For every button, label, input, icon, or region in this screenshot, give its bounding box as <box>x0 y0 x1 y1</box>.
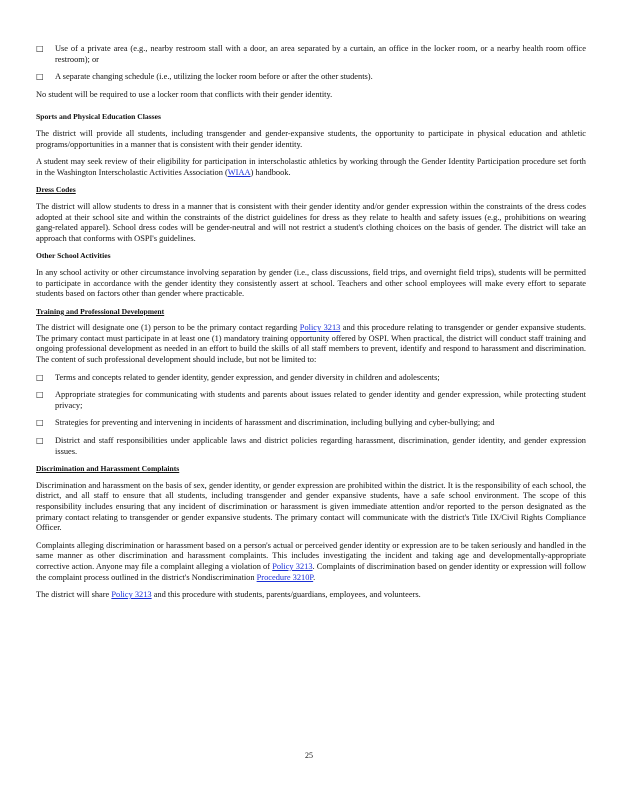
list-item <box>36 390 586 411</box>
policy-3213-link[interactable]: Policy 3213 <box>272 561 313 571</box>
other-activities-paragraph: In any school activity or other circumstance involving separation by gender (i.e., class discussions, field trips, and overnight field trips), students will be permitted to participate in accordance with the gender identity they consistently assert at school. Teachers and other school employees will make every effort to separate students based on factors other than gender where practicable. <box>36 267 586 299</box>
bullet-icon: □ <box>36 72 44 82</box>
list-item-text: Terms and concepts related to gender identity, gender expression, and gender diversity in children and adolescents; <box>55 372 440 382</box>
sports-heading: Sports and Physical Education Classes <box>36 112 161 122</box>
sports-eligibility-paragraph: A student may seek review of their eligibility for participation in interscholastic athletics by working through the Gender Identity Participation procedure set forth in the Washington Interscholastic Activities Association (WIAA) handbook. <box>36 157 586 177</box>
complaints-paragraph: Complaints alleging discrimination or harassment based on a person's actual or perceived gender identity or expression are to be taken seriously and handled in the same manner as other discrimination and harassment complaints. This includes investigating the incident and taking age and developmentally-appropriate corrective action. Anyone may file a complaint alleging a violation of Policy 3213. Complaints of discrimination based on gender identity or expression will follow the complaint process outlined in the district's Nondiscrimination Procedure 3210P. <box>36 540 586 582</box>
policy-3213-link[interactable]: Policy 3213 <box>111 590 152 600</box>
procedure-3210p-link[interactable]: Procedure 3210P <box>256 572 314 582</box>
policy-3213-link[interactable]: Policy 3213 <box>299 323 341 333</box>
list-item <box>36 373 586 384</box>
list-item <box>36 418 586 429</box>
list-item-text: Use of a private area (e.g., nearby restroom stall with a door, an area separated by a curtain, an office in the locker room, or a nearby health room office restroom); or <box>55 44 586 64</box>
page-number: 25 <box>305 751 313 760</box>
other-activities-heading: Other School Activities <box>36 251 111 261</box>
list-item-text: A separate changing schedule (i.e., utilizing the locker room before or after the other students). <box>55 72 373 82</box>
bullet-icon: □ <box>36 418 44 428</box>
sports-paragraph: The district will provide all students, including transgender and gender-expansive students, the opportunity to participate in physical education and athletic programs/opportunities in a manner that is consistent with their gender identity. <box>36 128 586 149</box>
training-paragraph: The district will designate one (1) person to be the primary contact regarding Policy 3213 and this procedure relating to transgender or gender expansive students. The primary contact must participate in at least one (1) mandatory training opportunity offered by OSPI. When practical, the district will conduct staff training and ongoing professional development as needed in an effort to build the skills of all staff members to prevent, identify and respond to harassment and discrimination. The content of such professional development should include, but not be limited to: <box>36 323 586 365</box>
list-item-text: District and staff responsibilities under applicable laws and district policies regarding harassment, discrimination, gender identity, and gender expression issues. <box>55 436 586 456</box>
bullet-icon: □ <box>36 390 44 400</box>
training-heading: Training and Professional Development <box>36 306 165 316</box>
discrimination-heading: Discrimination and Harassment Complaints <box>36 464 180 474</box>
list-item <box>36 72 586 83</box>
list-item-text: Appropriate strategies for communicating with students and parents about issues related to gender identity and gender expression, while protecting student privacy; <box>55 390 586 410</box>
bullet-icon: □ <box>36 44 44 53</box>
document-page <box>36 44 586 608</box>
list-item <box>36 436 586 457</box>
discrimination-paragraph: Discrimination and harassment on the basis of sex, gender identity, or gender expression are prohibited within the district. It is the responsibility of each school, the district, and all staff to ensure that all students, including transgender and gender expansive students, have a safe school environment. The scope of this responsibility includes ensuring that any incident of discrimination or harassment is given immediate attention and/or reported to the person designated as the primary contact relating to transgender or gender expansive students. The primary contact will communicate with the district's Title IX/Civil Rights Compliance Officer. <box>36 480 586 533</box>
dress-code-paragraph: The district will allow students to dress in a manner that is consistent with their gender identity and/or gender expression within the constraints of the dress codes adopted at their school site and within the constraints of the district guidelines for dress as they relate to health and safety issues (e.g., prohibitions on wearing gang-related apparel). School dress codes will be gender-neutral and will not restrict a student's clothing choices on the basis of gender. The district will take an approach that conforms with OSPI's guidelines. <box>36 201 586 243</box>
dress-code-heading: Dress Codes <box>36 185 76 195</box>
list-item-text: Strategies for preventing and intervening in incidents of harassment and discrimination, including bullying and cyber-bullying; and <box>55 418 495 428</box>
wiaa-link[interactable]: WIAA <box>227 167 251 177</box>
locker-room-note: No student will be required to use a locker room that conflicts with their gender identity. <box>36 89 333 99</box>
share-policy-paragraph: The district will share Policy 3213 and this procedure with students, parents/guardians, employees, and volunteers. <box>36 590 421 600</box>
list-item <box>36 44 586 65</box>
bullet-icon: □ <box>36 436 44 446</box>
bullet-icon: □ <box>36 372 44 382</box>
